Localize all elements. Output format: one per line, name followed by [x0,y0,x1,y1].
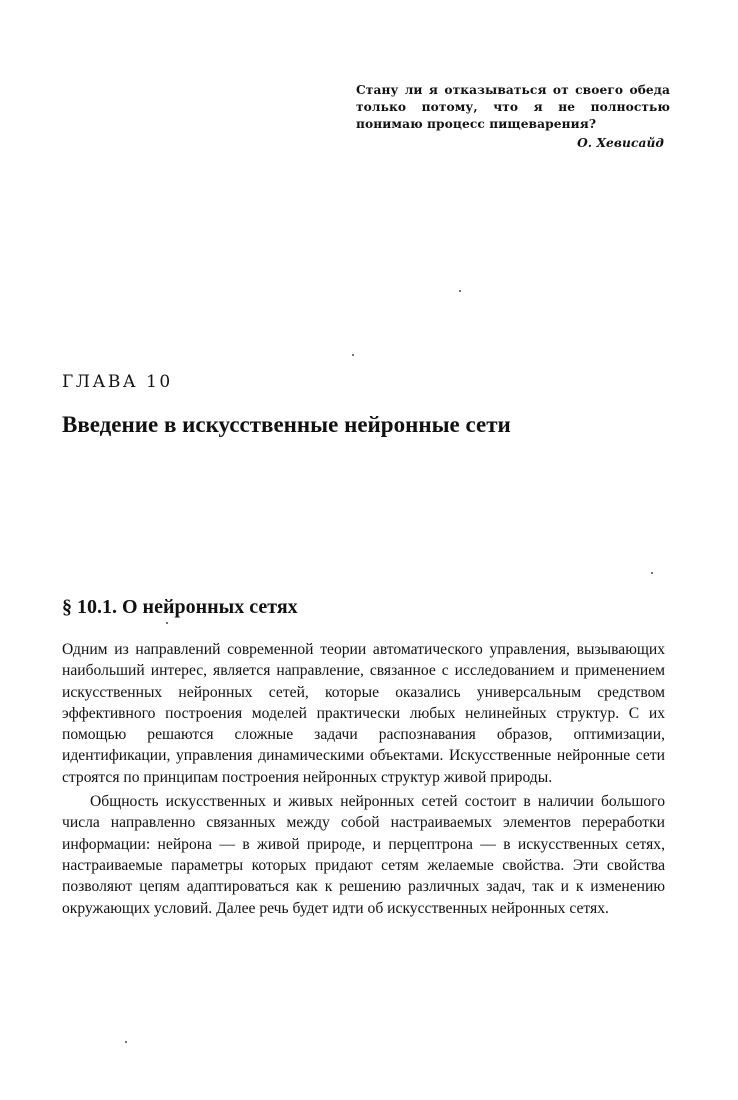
body-text [62,639,665,922]
scan-speck [651,572,653,574]
epigraph [356,82,670,152]
paragraph-1: Одним из направлений современной теории автоматического управления, вызывающих наибольший интерес, является направление, связанное с исследованием и применением искусственных нейронных сетей, которые оказались универсальным средством эффективного построения моделей практически любых нелинейных структур. С их помощью решаются сложные задачи распознавания образов, оптимизации, идентификации, управления динамическими объектами. Искусственные нейронные сети строятся по принципам построения нейронных структур живой природы. [62,641,665,786]
epigraph-text: Стану ли я отказываться от своего обеда только потому, что я не полностью понимаю процесс пищеварения? [356,83,670,131]
scan-speck [459,290,461,292]
epigraph-author: О. Хевисайд [577,136,664,150]
chapter-label: ГЛАВА 10 [62,372,173,392]
scan-speck [166,622,168,624]
scan-speck [352,354,354,356]
chapter-title: Введение в искусственные нейронные сети [62,412,511,437]
paragraph-2: Общность искусственных и живых нейронных сетей состоит в наличии большого числа направленно связанных между собой настраиваемых элементов переработки информации: нейрона — в живой природе, и перцептрона — в искусственных сетях, настраиваемые параметры которых придают сетям желаемые свойства. Эти свойства позволяют цепям адаптироваться как к решению различных задач, так и к изменению окружающих условий. Далее речь будет идти об искусственных нейронных сетях. [62,793,665,917]
section-title: § 10.1. О нейронных сетях [62,596,298,618]
scan-speck [125,1041,127,1043]
